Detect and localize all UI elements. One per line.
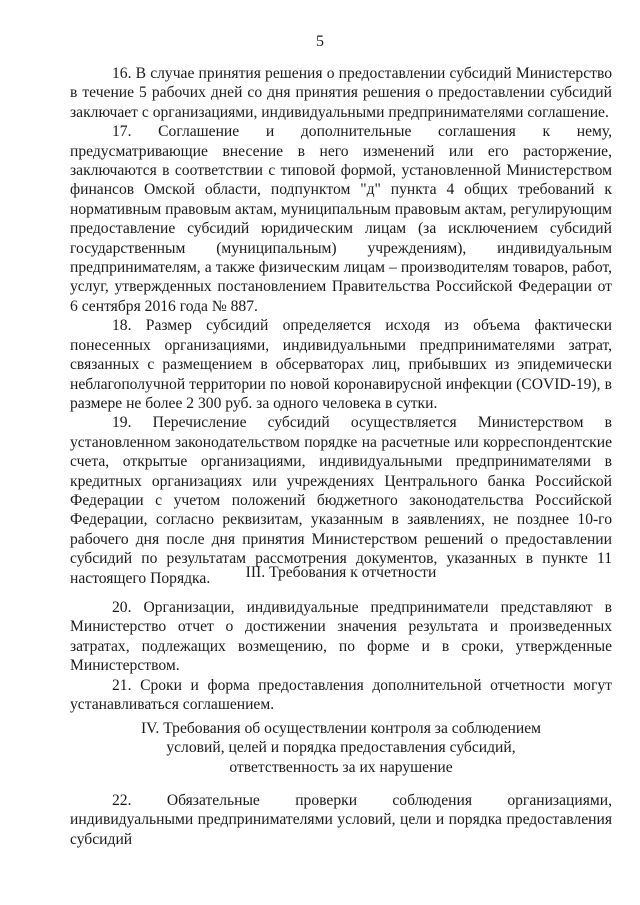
- section-4-heading-line-1: IV. Требования об осуществлении контроля за соблюдением: [140, 720, 542, 737]
- paragraph-18: 18. Размер субсидий определяется исходя из объема фактически понесенных организациями, индивидуальными предпринимателями затрат, связанных с размещением в обсерваторах лиц, прибывших из эпидемически неблагополучной территории по новой коронавирусной инфекции (COVID-19), в размере не более 2 300 руб. за одного человека в сутки.: [70, 317, 612, 412]
- paragraph-20: 20. Организации, индивидуальные предприниматели представляют в Министерство отчет о достижении значения результата и произведенных затратах, подлежащих возмещению, по форме и в сроки, утвержденные Министерством.: [70, 599, 612, 675]
- paragraph-22: 22. Обязательные проверки соблюдения организациями, индивидуальными предпринимателями условий, цели и порядка предоставления субсидий: [70, 792, 612, 848]
- section-4-heading-line-3: ответственность за их нарушение: [229, 758, 453, 776]
- paragraph-17: 17. Соглашение и дополнительные соглашения к нему, предусматривающие внесение в него изменений или его расторжение, заключаются в соответствии с типовой формой, установленной Министерством финансов Омской области, подпунктом "д" пункта 4 общих требований к нормативным правовым актам, муниципальным правовым актам, регулирующим предоставление субсидий юридическим лицам (за исключением субсидий государственным (муниципальным) учреждениям), индивидуальным предпринимателям, а также физическим лицам – производителям товаров, работ, услуг, утвержденных постановлением Правительства Российской Федерации от 6 сентября 2016 года № 887.: [70, 123, 612, 315]
- section-2-tail: [70, 64, 612, 588]
- page-number: 5: [316, 33, 324, 50]
- section-4-heading-line-2: условий, целей и порядка предоставления субсидий,: [166, 739, 516, 757]
- paragraph-19: 19. Перечисление субсидий осуществляется Министерством в установленном законодательством порядке на расчетные или корреспондентские счета, открытые организациями, индивидуальными предпринимателями в кредитных организациях или учреждениях Центрального банка Российской Федерации с учетом положений бюджетного законодательства Российской Федерации, согласно реквизитам, указанным в заявлениях, не позднее 10-го рабочего дня после дня принятия Министерством решений о предоставлении субсидий по результатам рассмотрения документов, указанных в пункте 11 настоящего Порядка.: [70, 414, 612, 587]
- section-3-heading: III. Требования к отчетности: [245, 564, 437, 581]
- paragraph-16: 16. В случае принятия решения о предоставлении субсидий Министерство в течение 5 рабочих дней со дня принятия решения о предоставлении субсидий заключает с организациями, индивидуальными предпринимателями соглашение.: [70, 65, 612, 121]
- paragraph-21: 21. Сроки и форма предоставления дополнительной отчетности могут устанавливаться соглашением.: [70, 676, 612, 714]
- section-3-body: [70, 598, 612, 714]
- section-4-heading: [70, 719, 612, 777]
- section-4-body: [70, 791, 612, 849]
